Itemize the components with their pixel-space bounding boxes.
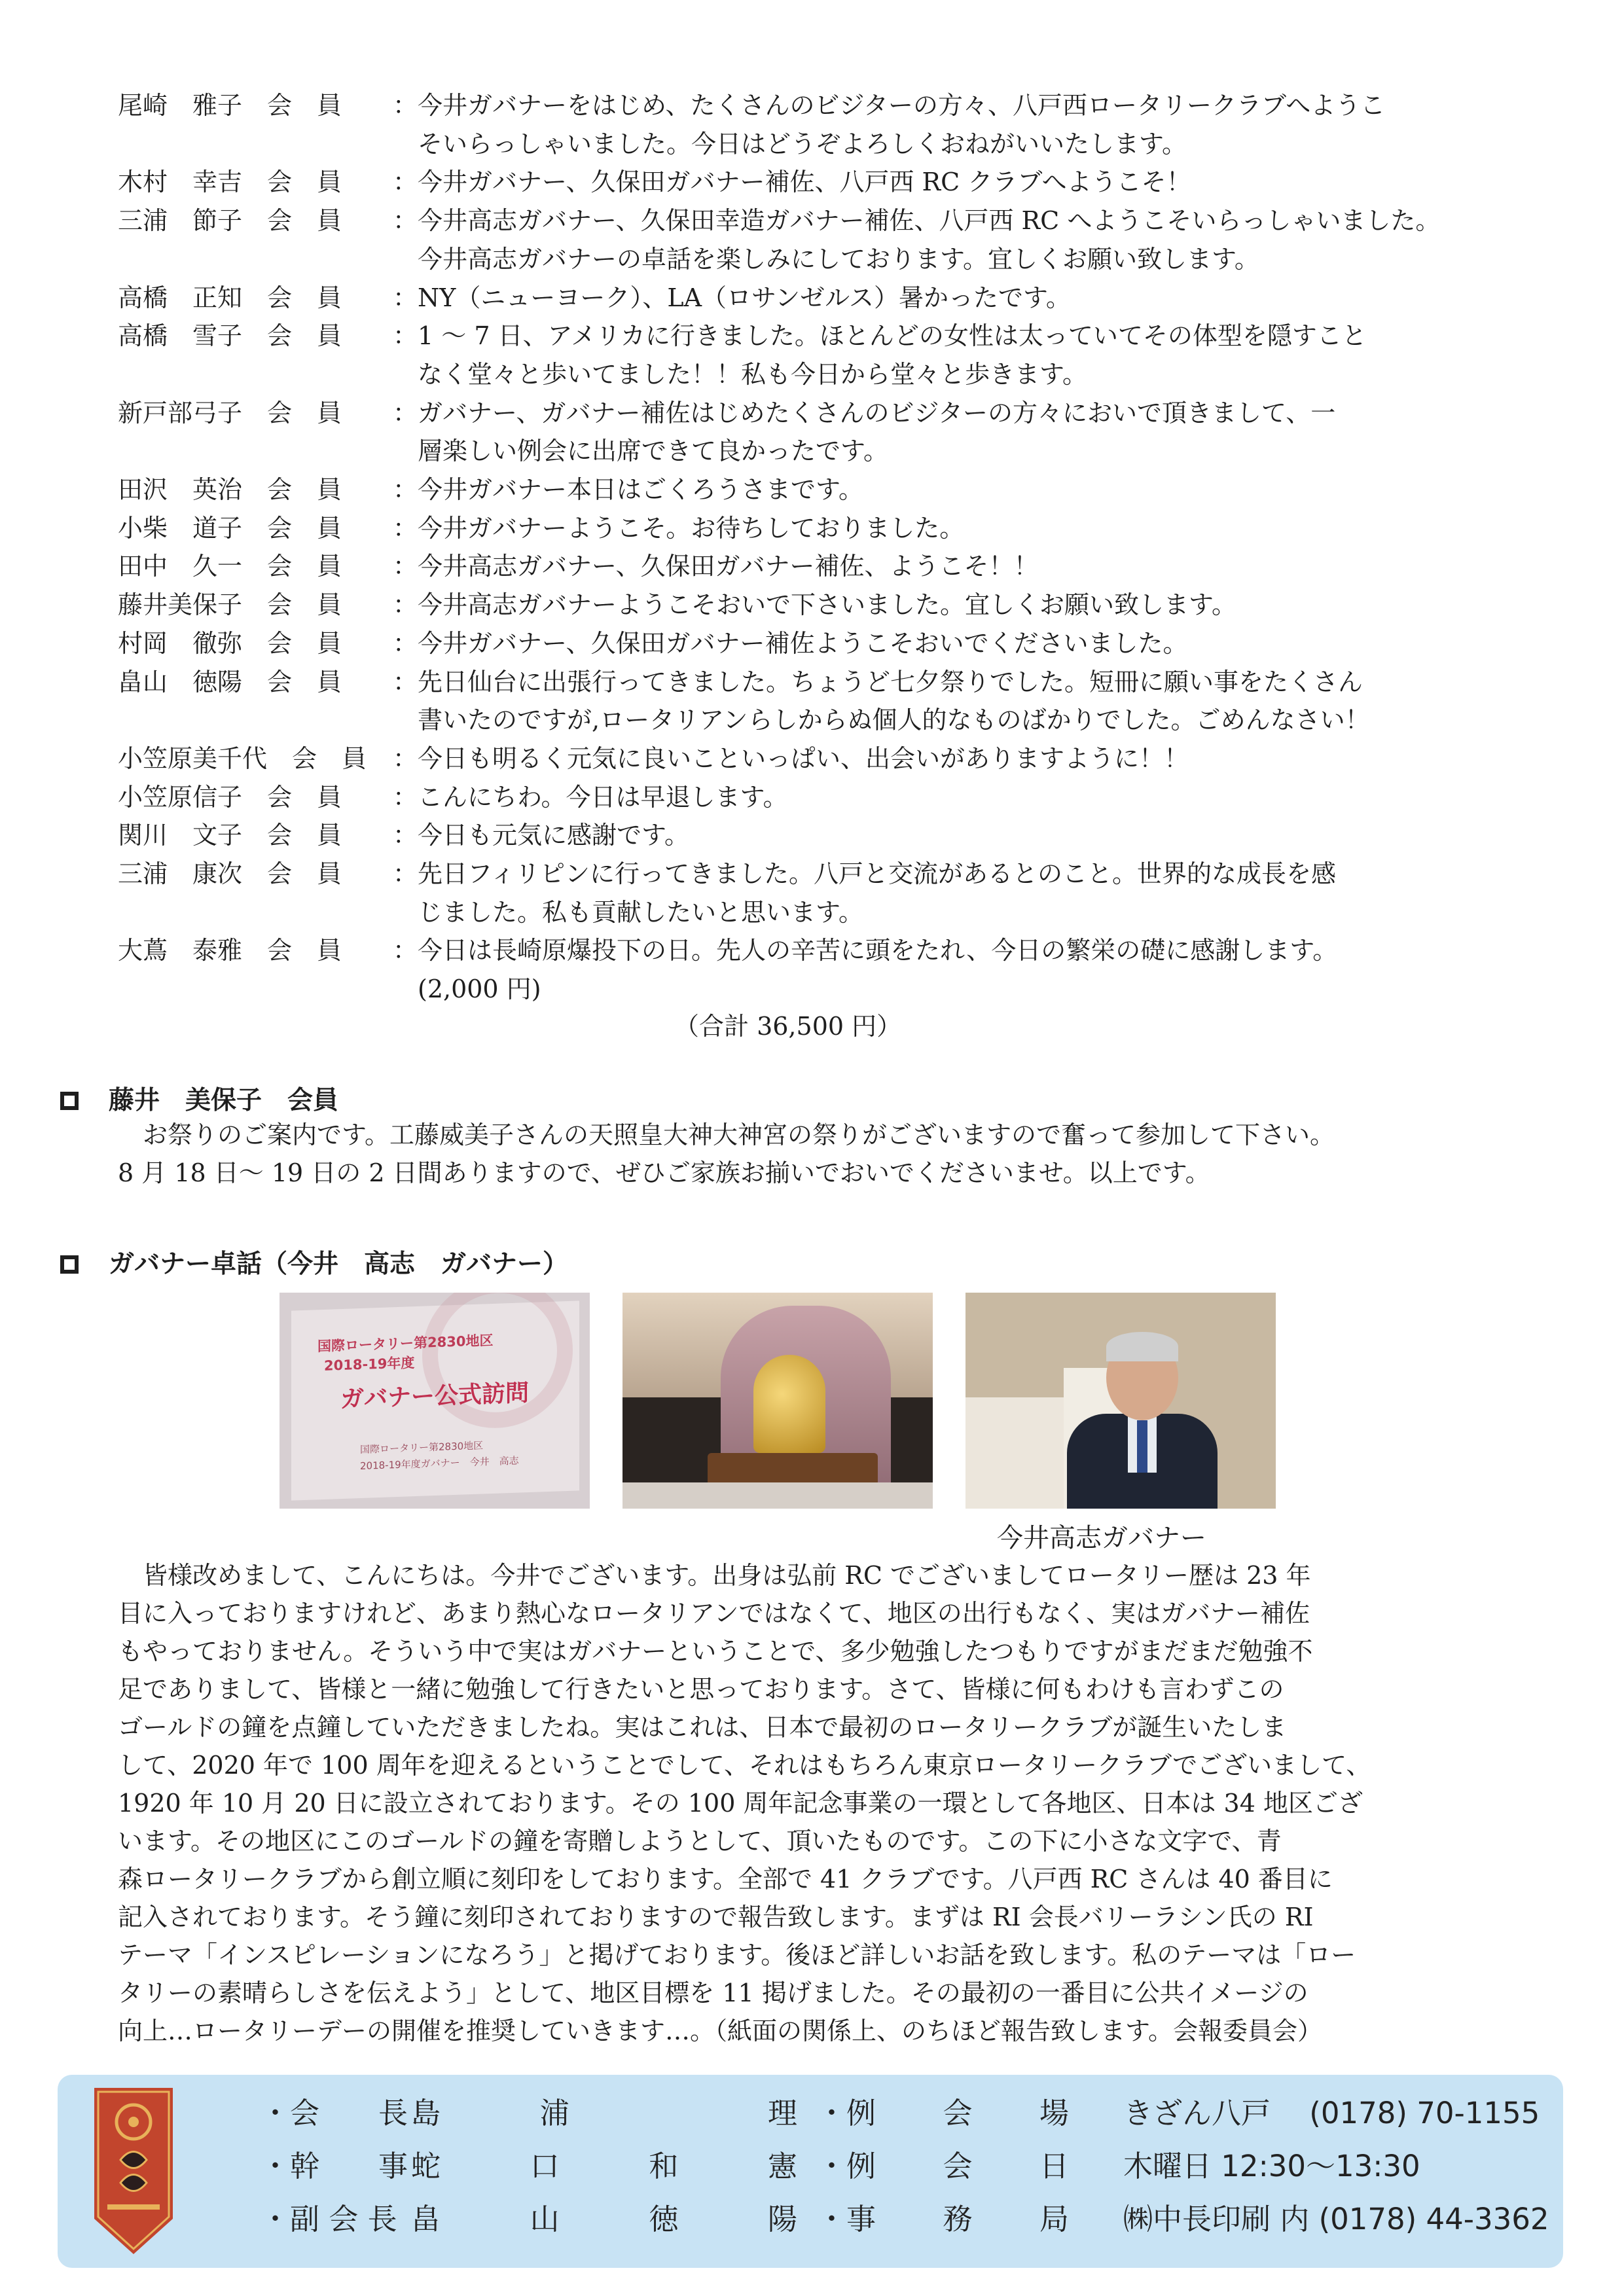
member-comment: [418, 202, 1519, 278]
comment-line: 今日も元気に感謝です。: [418, 821, 689, 850]
officer-names: 島 浦 理 蛇 口 和 憲 畠 山 徳 陽: [411, 2096, 797, 2236]
colon-separator: ：: [393, 206, 418, 236]
member-comment-row: [118, 740, 1519, 778]
officer-roles: ・会 長 ・幹 事 ・副 会 長: [261, 2096, 408, 2236]
speech-line: テーマ「インスピレーションになろう」と掲げております。後ほど詳しいお話を致します。私のテーマは「ロー: [118, 1941, 1356, 1969]
comment-line: 今日も明るく元気に良いこといっぱい、出会いがありますように！！: [418, 744, 1189, 773]
member-comment: [418, 816, 1519, 855]
comments-list: [118, 86, 1519, 1009]
member-name: 三浦 節子 会 員: [118, 206, 342, 236]
comment-line: NY（ニューヨーク）、LA（ロサンゼルス）暑かったです。: [418, 283, 1071, 312]
bell-stand: [708, 1453, 878, 1486]
square-bullet-icon: [60, 1255, 79, 1274]
member-comment: [418, 163, 1519, 202]
comment-line: 今井ガバナー本日はごくろうさまです。: [418, 475, 863, 505]
club-banner-icon: [94, 2088, 173, 2254]
member-name: 藤井美保子 会 員: [118, 590, 342, 620]
comment-line: ガバナー、ガバナー補佐はじめたくさんのビジターの方々においで頂きまして、一: [418, 398, 1336, 427]
member-comment: [418, 547, 1519, 586]
comment-line: 今日は長崎原爆投下の日。先人の辛苦に頭をたれ、今日の繁栄の礎に感謝します。: [418, 936, 1338, 965]
speech-paragraph: [118, 1556, 1519, 2050]
photo-caption: 今井高志ガバナー: [997, 1523, 1206, 1553]
colon-separator: ：: [393, 513, 418, 543]
member-name: 関川 文子 会 員: [118, 821, 342, 850]
footer-info-box: [58, 2075, 1563, 2268]
member-comment: [418, 317, 1519, 393]
colon-separator: ：: [393, 283, 418, 312]
member-name: 高橋 正知 会 員: [118, 283, 342, 312]
speech-line: 目に入っておりますけれど、あまり熱心なロータリアンではなくて、地区の出行もなく、実はガバナー補佐: [118, 1599, 1310, 1628]
comment-line: 今井ガバナーようこそ。お待ちしておりました。: [418, 513, 965, 543]
comment-line: 今井高志ガバナー、久保田幸造ガバナー補佐、八戸西 RC へようこそいらっしゃいました。: [418, 206, 1441, 236]
speech-line: 皆様改めまして、こんにちは。今井でございます。出身は弘前 RC でございましてロータリー歴は 23 年: [118, 1561, 1311, 1590]
member-comment-row: [118, 586, 1519, 624]
member-name: 木村 幸吉 会 員: [118, 168, 342, 197]
comment-line: 先日仙台に出張行ってきました。ちょうど七夕祭りでした。短冊に願い事をたくさん: [418, 667, 1363, 696]
projection-screen: 国際ロータリー第2830地区 2018-19年度 ガバナー公式訪問 国際ロータリー第2830地区 2018-19年度ガバナー 今井 高志: [291, 1300, 579, 1500]
comment-line: そいらっしゃいました。今日はどうぞよろしくおねがいいたします。: [418, 129, 1187, 158]
colon-separator: ：: [393, 398, 418, 427]
speech-line: います。その地区にこのゴールドの鐘を寄贈しようとして、頂いたものです。この下に小さな文字で、青: [118, 1827, 1282, 1856]
member-name: 田沢 英治 会 員: [118, 475, 342, 505]
member-name: 新戸部弓子 会 員: [118, 398, 342, 427]
member-name: 尾崎 雅子 会 員: [118, 91, 342, 120]
member-comment: [418, 624, 1519, 663]
member-name: 小笠原美千代 会 員: [118, 744, 367, 773]
member-name: 田中 久一 会 員: [118, 552, 342, 581]
member-comment: [418, 586, 1519, 624]
comment-line: じました。私も貢献したいと思います。: [418, 897, 863, 927]
member-comment: [418, 279, 1519, 317]
colon-separator: ：: [393, 628, 418, 658]
colon-separator: ：: [393, 91, 418, 120]
member-comment-row: [118, 931, 1519, 1008]
comment-line: 今井ガバナー、久保田ガバナー補佐、八戸西 RC クラブへようこそ！: [418, 168, 1191, 197]
comment-line: 書いたのですが,ロータリアンらしからぬ個人的なものばかりでした。ごめんなさい！: [418, 706, 1370, 735]
speech-line: 1920 年 10 月 20 日に設立されております。その 100 周年記念事業の一環として各地区、日本は 34 地区ござ: [118, 1789, 1363, 1818]
member-comment-row: [118, 624, 1519, 663]
member-comment-row: [118, 855, 1519, 931]
colon-separator: ：: [393, 782, 418, 812]
comment-line: (2,000 円): [418, 975, 541, 1004]
comment-line: 先日フィリピンに行ってきました。八戸と交流があるとのこと。世界的な成長を感: [418, 859, 1336, 889]
colon-separator: ：: [393, 552, 418, 581]
square-bullet-icon: [60, 1092, 79, 1110]
comment-line: 今井ガバナーをはじめ、たくさんのビジターの方々、八戸西ロータリークラブへようこ: [418, 91, 1386, 120]
speech-line: 森ロータリークラブから創立順に刻印をしております。全部で 41 クラブです。八戸西 RC さんは 40 番目に: [118, 1865, 1333, 1893]
comment-line: 今井高志ガバナーようこそおいで下さいました。宜しくお願い致します。: [418, 590, 1236, 620]
member-comment: [418, 740, 1519, 778]
speech-line: もやっておりません。そういう中で実はガバナーということで、多少勉強したつもりですがまだまだ勉強不: [118, 1637, 1313, 1666]
member-name: 畠山 徳陽 会 員: [118, 667, 342, 696]
member-name: 三浦 康次 会 員: [118, 859, 342, 889]
member-comment: [418, 509, 1519, 548]
member-comment: [418, 855, 1519, 931]
photo-gold-bell: [623, 1293, 933, 1509]
fujii-paragraph: お祭りのご案内です。工藤威美子さんの天照皇大神大神宮の祭りがございますので奮って参加して下さい。 8 月 18 日～ 19 日の 2 日間ありますので、ぜひご家族お揃いでおいでくださいませ。以上です。: [118, 1121, 1335, 1187]
member-comment-row: [118, 471, 1519, 509]
photo-governor: [965, 1293, 1276, 1509]
member-name: 村岡 徹弥 会 員: [118, 628, 342, 658]
member-comment-row: [118, 778, 1519, 817]
member-comment-row: [118, 163, 1519, 202]
colon-separator: ：: [393, 168, 418, 197]
member-name: 小柴 道子 会 員: [118, 513, 342, 543]
member-comment-row: [118, 394, 1519, 471]
colon-separator: ：: [393, 859, 418, 889]
photo-official-visit-screen: [280, 1293, 590, 1509]
speech-line: して、2020 年で 100 周年を迎えるということでして、それはもちろん東京ロータリークラブでございまして、: [118, 1751, 1371, 1780]
member-comment: [418, 394, 1519, 471]
member-comment-row: [118, 663, 1519, 740]
comment-line: 今井高志ガバナー、久保田ガバナー補佐、ようこそ！！: [418, 552, 1039, 581]
speech-line: 足でありまして、皆様と一緒に勉強して行きたいと思っております。さて、皆様に何もわけも言わずこの: [118, 1675, 1284, 1704]
speech-line: 向上…ロータリーデーの開催を推奨していきます…。（紙面の関係上、のちほど報告致します。会報委員会）: [118, 2017, 1322, 2045]
total-amount: （合計 36,500 円）: [674, 1012, 902, 1041]
speech-line: タリーの素晴らしさを伝えよう」として、地区目標を 11 掲げました。その最初の一番目に公共イメージの: [118, 1979, 1308, 2007]
colon-separator: ：: [393, 590, 418, 620]
member-comment-row: [118, 547, 1519, 586]
comment-line: 今井ガバナー、久保田ガバナー補佐ようこそおいでくださいました。: [418, 628, 1188, 658]
comment-line: 1 ～ 7 日、アメリカに行きました。ほとんどの女性は太っていてその体型を隠すこと: [418, 321, 1367, 351]
member-comment: [418, 778, 1519, 817]
member-comment-row: [118, 202, 1519, 278]
member-comment-row: [118, 279, 1519, 317]
member-name: 大蔦 泰雅 会 員: [118, 936, 342, 965]
colon-separator: ：: [393, 475, 418, 505]
speech-line: ゴールドの鐘を点鐘していただきましたね。実はこれは、日本で最初のロータリークラブが誕生いたしま: [118, 1713, 1287, 1742]
member-comment: [418, 663, 1519, 740]
meeting-labels: ・例 会 場 ・例 会 日 ・事 務 局: [817, 2096, 1069, 2236]
colon-separator: ：: [393, 667, 418, 696]
member-comment: [418, 471, 1519, 509]
member-comment-row: [118, 86, 1519, 163]
speech-line: 記入されております。そう鐘に刻印されておりますので報告致します。まずは RI 会長バリーラシン氏の RI: [118, 1903, 1314, 1931]
section-title-fujii: 藤井 美保子 会員: [60, 1080, 338, 1117]
colon-separator: ：: [393, 321, 418, 351]
comment-line: 層楽しい例会に出席できて良かったです。: [418, 437, 888, 466]
comment-line: こんにちわ。今日は早退します。: [418, 782, 788, 812]
member-comment: [418, 86, 1519, 163]
colon-separator: ：: [393, 821, 418, 850]
member-comment: [418, 931, 1519, 1008]
member-name: 小笠原信子 会 員: [118, 782, 342, 812]
colon-separator: ：: [393, 936, 418, 965]
gold-bell-icon: [753, 1355, 825, 1453]
comment-line: 今井高志ガバナーの卓話を楽しみにしております。宜しくお願い致します。: [418, 244, 1259, 274]
member-name: 高橋 雪子 会 員: [118, 321, 342, 351]
comment-line: なく堂々と歩いてました！！私も今日から堂々と歩きます。: [418, 359, 1087, 389]
member-comment-row: [118, 816, 1519, 855]
member-comment-row: [118, 509, 1519, 548]
colon-separator: ：: [393, 744, 418, 773]
section-title-speech: ガバナー卓話（今井 高志 ガバナー）: [60, 1244, 568, 1280]
member-comment-row: [118, 317, 1519, 393]
meeting-values: きざん八戸 (0178) 70-1155 木曜日 12:30～13:30 ㈱中長印刷 内 (0178) 44-3362: [1123, 2096, 1549, 2236]
